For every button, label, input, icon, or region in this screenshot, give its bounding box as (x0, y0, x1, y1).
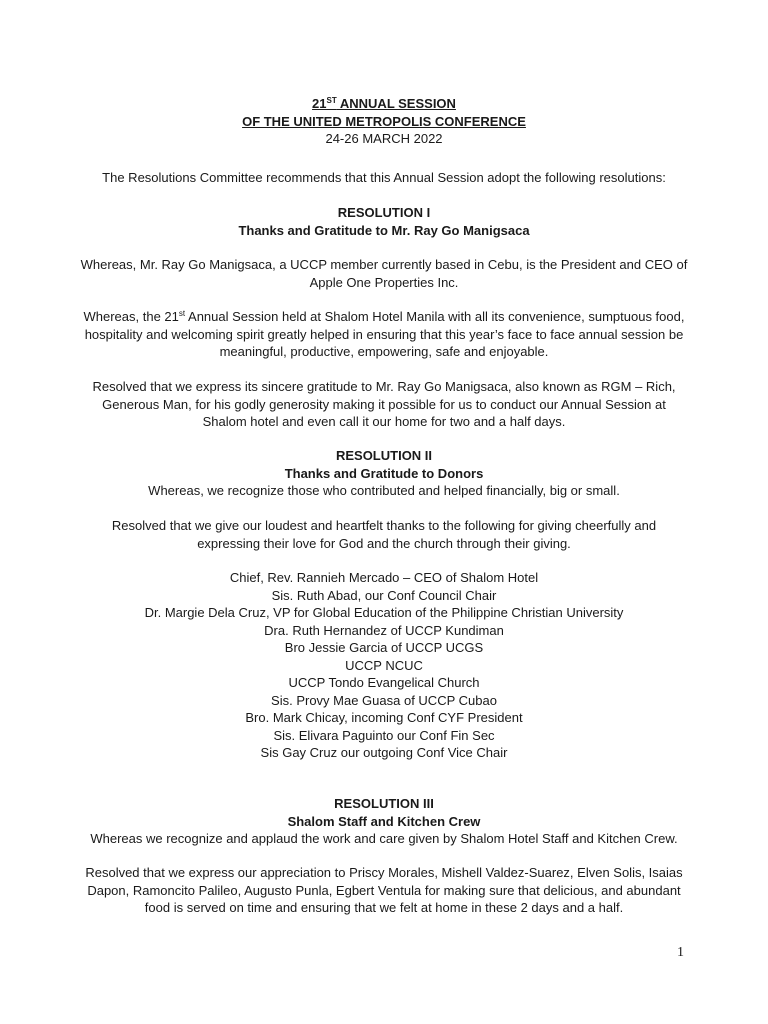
session-dates: 24-26 MARCH 2022 (325, 131, 443, 146)
resolution-1-subheading: Thanks and Gratitude to Mr. Ray Go Manigsaca (238, 222, 530, 238)
intro-paragraph (70, 169, 698, 187)
donor-item: Sis. Provy Mae Guasa of UCCP Cubao (271, 692, 497, 708)
resolution-1-resolved (70, 378, 698, 431)
resolution-1-heading-block (70, 204, 698, 239)
donor-item: Sis. Ruth Abad, our Conf Council Chair (271, 587, 497, 603)
whereas-2-text-pre: Whereas, the 21 (83, 309, 179, 324)
resolution-1-heading: RESOLUTION I (337, 205, 431, 220)
resolution-3-whereas: Whereas we recognize and applaud the work and care given by Shalom Hotel Staff and Kitchen Crew. (90, 831, 678, 846)
donor-item: Sis Gay Cruz our outgoing Conf Vice Chair (260, 745, 508, 760)
document-header (70, 95, 698, 148)
resolution-1-whereas-2-line-1 (70, 308, 698, 326)
resolution-2-heading-block (70, 447, 698, 500)
resolution-2-subheading: Thanks and Gratitude to Donors (284, 465, 484, 481)
intro-text: The Resolutions Committee recommends that this Annual Session adopt the following resolutions: (102, 170, 666, 185)
title-line-2: OF THE UNITED METROPOLIS CONFERENCE (242, 113, 526, 129)
resolution-3-resolved-line-3: food is served on time and ensuring that we felt at home in these 2 days and a half. (144, 900, 624, 915)
donor-item: UCCP NCUC (345, 657, 423, 673)
donor-item: Dra. Ruth Hernandez of UCCP Kundiman (264, 622, 504, 638)
resolution-2-whereas: Whereas, we recognize those who contributed and helped financially, big or small. (148, 483, 620, 498)
resolution-3-resolved-line-2: Dapon, Ramoncito Palileo, Augusto Punla, Egbert Ventula for making sure that delicious, and abundant (87, 882, 681, 898)
donor-item: Chief, Rev. Rannieh Mercado – CEO of Shalom Hotel (229, 570, 539, 585)
donor-item: UCCP Tondo Evangelical Church (288, 675, 480, 690)
resolution-3-subheading: Shalom Staff and Kitchen Crew (287, 813, 481, 829)
title-number: 21 (312, 96, 327, 111)
resolution-3-heading: RESOLUTION III (334, 796, 434, 811)
resolution-3-resolved (70, 864, 698, 917)
title-text: ANNUAL SESSION (336, 96, 456, 111)
resolution-1-whereas-2 (70, 308, 698, 361)
title-line-1 (70, 95, 698, 113)
donor-item: Bro. Mark Chicay, incoming Conf CYF President (245, 710, 523, 725)
whereas-2-text-post: Annual Session held at Shalom Hotel Manila with all its convenience, sumptuous food, (185, 309, 685, 324)
resolution-1-resolved-line-2: Generous Man, for his godly generosity making it possible for us to conduct our Annual Session at (102, 396, 666, 412)
resolution-1-whereas-1 (70, 256, 698, 291)
resolution-1-whereas-2-line-3: meaningful, productive, empowering, safe and enjoyable. (219, 344, 549, 359)
resolution-1-whereas-1-line-1: Whereas, Mr. Ray Go Manigsaca, a UCCP member currently based in Cebu, is the President and CEO of (80, 257, 688, 272)
resolution-2-heading: RESOLUTION II (335, 448, 433, 463)
resolution-1-whereas-2-line-2: hospitality and welcoming spirit greatly helped in ensuring that this year’s face to face annual session be (84, 326, 684, 342)
resolution-1-resolved-line-3: Shalom hotel and even call it our home for two and a half days. (202, 414, 566, 429)
resolution-1-whereas-1-line-2: Apple One Properties Inc. (309, 274, 459, 290)
resolution-2-resolved-line-2: expressing their love for God and the church through their giving. (197, 535, 571, 551)
whereas-2-superscript: st (178, 309, 186, 318)
resolution-1-resolved-line-1: Resolved that we express its sincere gratitude to Mr. Ray Go Manigsaca, also known as RGM – Rich, (92, 379, 676, 394)
page-number: 1 (677, 945, 684, 960)
resolution-2-resolved (70, 517, 698, 552)
resolution-3-heading-block (70, 795, 698, 848)
donor-item: Dr. Margie Dela Cruz, VP for Global Education of the Philippine Christian University (144, 605, 624, 620)
donor-list (70, 569, 698, 762)
resolution-3-resolved-line-1: Resolved that we express our appreciation to Priscy Morales, Mishell Valdez-Suarez, Elven Solis, Isaias (85, 865, 683, 880)
donor-item: Bro Jessie Garcia of UCCP UCGS (284, 640, 484, 655)
resolution-2-resolved-line-1: Resolved that we give our loudest and heartfelt thanks to the following for giving cheerfully and (111, 518, 657, 533)
donor-item: Sis. Elivara Paguinto our Conf Fin Sec (273, 727, 495, 743)
title-superscript: ST (326, 96, 337, 105)
